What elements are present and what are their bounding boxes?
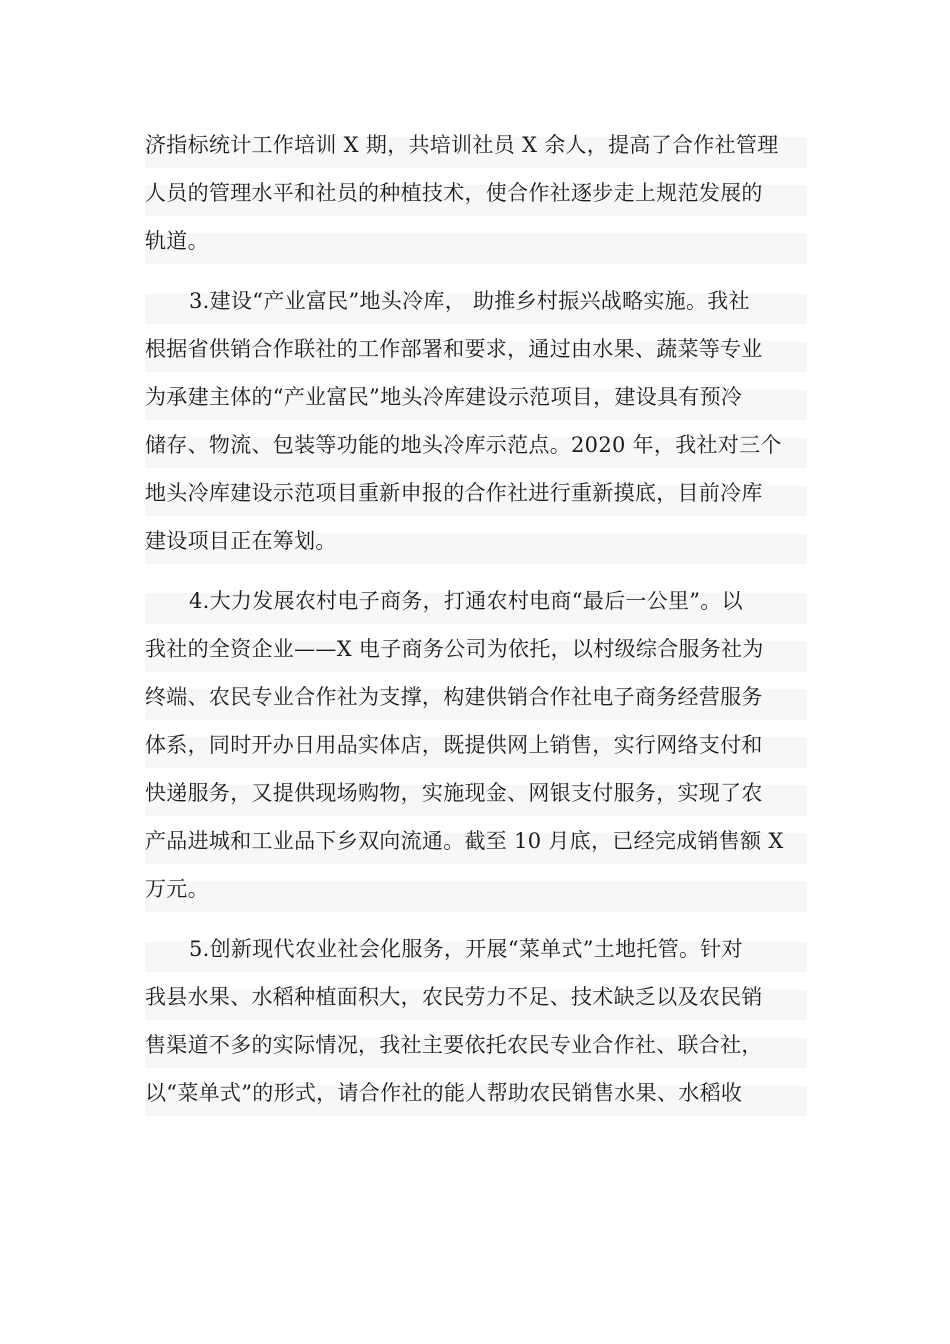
text-line: 以“菜单式”的形式，请合作社的能人帮助农民销售水果、水稻收 — [145, 1076, 807, 1124]
paragraph-training-summary — [145, 128, 807, 272]
text-line: 售渠道不多的实际情况，我社主要依托农民专业合作社、联合社， — [145, 1028, 807, 1076]
text-line: 轨道。 — [145, 224, 807, 272]
document-body — [145, 128, 807, 1124]
text-line: 体系，同时开办日用品实体店，既提供网上销售，实行网络支付和 — [145, 728, 807, 776]
text-line: 万元。 — [145, 872, 807, 920]
text-line: 人员的管理水平和社员的种植技术，使合作社逐步走上规范发展的 — [145, 176, 807, 224]
paragraph-gap — [145, 920, 807, 932]
text-line: 储存、物流、包装等功能的地头冷库示范点。2020 年，我社对三个 — [145, 428, 807, 476]
paragraph-land-trusteeship — [145, 932, 807, 1124]
text-line: 5.创新现代农业社会化服务，开展“菜单式”土地托管。针对 — [145, 932, 807, 980]
text-line: 地头冷库建设示范项目重新申报的合作社进行重新摸底，目前冷库 — [145, 476, 807, 524]
text-line: 产品进城和工业品下乡双向流通。截至 10 月底，已经完成销售额 X — [145, 824, 807, 872]
text-line: 4.大力发展农村电子商务，打通农村电商“最后一公里”。以 — [145, 584, 807, 632]
text-line: 快递服务，又提供现场购物，实施现金、网银支付服务，实现了农 — [145, 776, 807, 824]
text-line: 根据省供销合作联社的工作部署和要求，通过由水果、蔬菜等专业 — [145, 332, 807, 380]
text-line: 我社的全资企业——X 电子商务公司为依托，以村级综合服务社为 — [145, 632, 807, 680]
text-line: 3.建设“产业富民”地头冷库， 助推乡村振兴战略实施。我社 — [145, 284, 807, 332]
text-line: 济指标统计工作培训 X 期，共培训社员 X 余人，提高了合作社管理 — [145, 128, 807, 176]
paragraph-gap — [145, 272, 807, 284]
text-line: 终端、农民专业合作社为支撑，构建供销合作社电子商务经营服务 — [145, 680, 807, 728]
text-line: 建设项目正在筹划。 — [145, 524, 807, 572]
text-line: 为承建主体的“产业富民”地头冷库建设示范项目，建设具有预冷 — [145, 380, 807, 428]
text-line: 我县水果、水稻种植面积大，农民劳力不足、技术缺乏以及农民销 — [145, 980, 807, 1028]
paragraph-ecommerce — [145, 584, 807, 920]
paragraph-cold-storage — [145, 284, 807, 572]
paragraph-gap — [145, 572, 807, 584]
